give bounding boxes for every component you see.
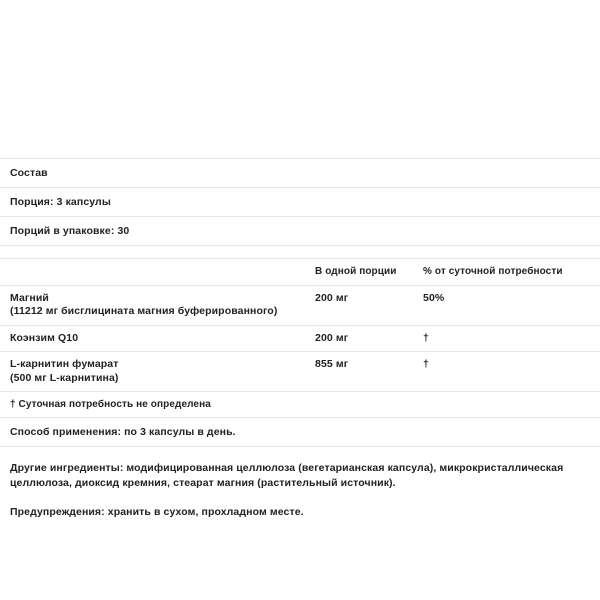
serving-size: Порция: 3 капсулы xyxy=(10,196,111,208)
panel-title: Состав xyxy=(10,167,48,179)
daily-value-footnote: † Суточная потребность не определена xyxy=(10,399,211,410)
directions-text: Способ применения: по 3 капсулы в день. xyxy=(10,426,236,438)
table-header-row xyxy=(0,259,600,285)
servings-per-container: Порций в упаковке: 30 xyxy=(10,225,130,237)
nutrient-amount: 200 мг xyxy=(315,291,349,304)
warnings-text: Предупреждения: хранить в сухом, прохладном месте. xyxy=(10,506,304,518)
nutrient-amount: 855 мг xyxy=(315,358,349,370)
table-row xyxy=(0,352,600,391)
nutrient-name-cell xyxy=(0,332,315,346)
nutrient-daily-value: † xyxy=(423,331,429,344)
additional-info-block xyxy=(0,447,600,520)
table-row xyxy=(0,326,600,352)
column-header-daily-value: % от суточной потребности xyxy=(423,266,563,277)
nutrient-amount: 200 мг xyxy=(315,331,349,344)
nutrient-name: Магний xyxy=(10,291,49,304)
nutrient-daily-value: † xyxy=(423,358,429,370)
nutrient-name: L-карнитин фумарат xyxy=(10,358,119,370)
column-header-amount: В одной порции xyxy=(315,266,397,277)
other-ingredients-text: Другие ингредиенты: модифицированная целлюлоза (вегетарианская капсула), микрокристаллическая целлюлоза, диоксид кремния, стеарат магния (растительный источник). xyxy=(10,462,564,489)
nutrient-name: Коэнзим Q10 xyxy=(10,331,79,344)
nutrient-name-cell xyxy=(0,358,315,385)
table-row xyxy=(0,286,600,325)
nutrient-subtext: (500 мг L-карнитина) xyxy=(10,371,119,384)
nutrient-name-cell xyxy=(0,292,315,319)
nutrient-daily-value: 50% xyxy=(423,291,445,304)
nutrient-subtext: (11212 мг бисглицината магния буферированного) xyxy=(10,305,278,317)
spacer xyxy=(0,246,600,258)
supplement-facts-panel xyxy=(0,158,600,520)
